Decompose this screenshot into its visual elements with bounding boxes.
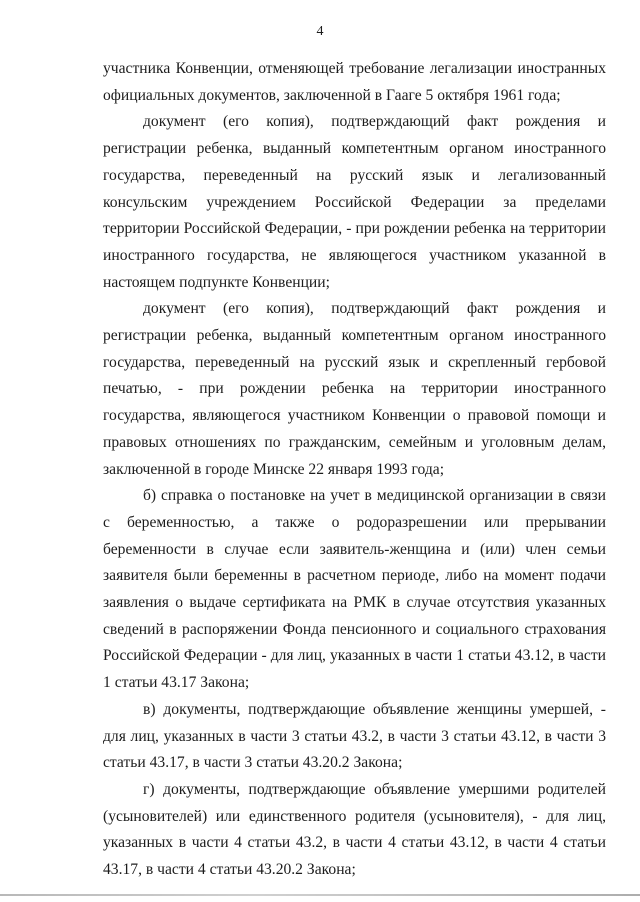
scan-bottom-edge xyxy=(0,894,640,896)
paragraph-b-pregnancy-certificate: б) справка о постановке на учет в медицинской организации в связи с беременностью, а также о родоразрешении или прерывании беременности в случае если заявитель-женщина и (или) член семьи заявителя были беременны в расчетном периоде, либо на момент подачи заявления о выдаче сертификата на РМК в случае отсутствия указанных сведений в распоряжении Фонда пенсионного и социального страхования Российской Федерации - для лиц, указанных в части 1 статьи 43.12, в части 1 статьи 43.17 Закона; xyxy=(103,487,606,692)
paragraph-v-woman-declared-dead: в) документы, подтверждающие объявление женщины умершей, - для лиц, указанных в части 3 статьи 43.2, в части 3 статьи 43.12, в части 3 статьи 43.17, в части 3 статьи 43.20.2 Закона; xyxy=(103,700,606,772)
paragraph-birth-document-legalized: документ (его копия), подтверждающий факт рождения и регистрации ребенка, выданный компетентным органом иностранного государства, переведенный на русский язык и легализованный консульским учреждением Российской Федерации за пределами территории Российской Федерации, - при рождении ребенка на территории иностранного государства, не являющегося участником указанной в настоящем подпункте Конвенции; xyxy=(103,113,606,291)
paragraph-hague-convention-continuation: участника Конвенции, отменяющей требование легализации иностранных официальных документов, заключенной в Гааге 5 октября 1961 года; xyxy=(103,60,606,104)
paragraph-birth-document-minsk-convention: документ (его копия), подтверждающий факт рождения и регистрации ребенка, выданный компетентным органом иностранного государства, переведенный на русский язык и скрепленный гербовой печатью, - при рождении ребенка на территории иностранного государства, являющегося участником Конвенции о правовой помощи и правовых отношениях по гражданским, семейным и уголовным делам, заключенной в городе Минске 22 января 1993 года; xyxy=(103,300,606,478)
document-body xyxy=(103,56,606,884)
paragraph-g-parents-declared-dead: г) документы, подтверждающие объявление умершими родителей (усыновителей) или единственного родителя (усыновителя), - для лиц, указанных в части 4 статьи 43.2, в части 4 статьи 43.12, в части 4 статьи 43.17, в части 4 статьи 43.20.2 Закона; xyxy=(103,780,606,879)
page-number: 4 xyxy=(316,24,324,39)
